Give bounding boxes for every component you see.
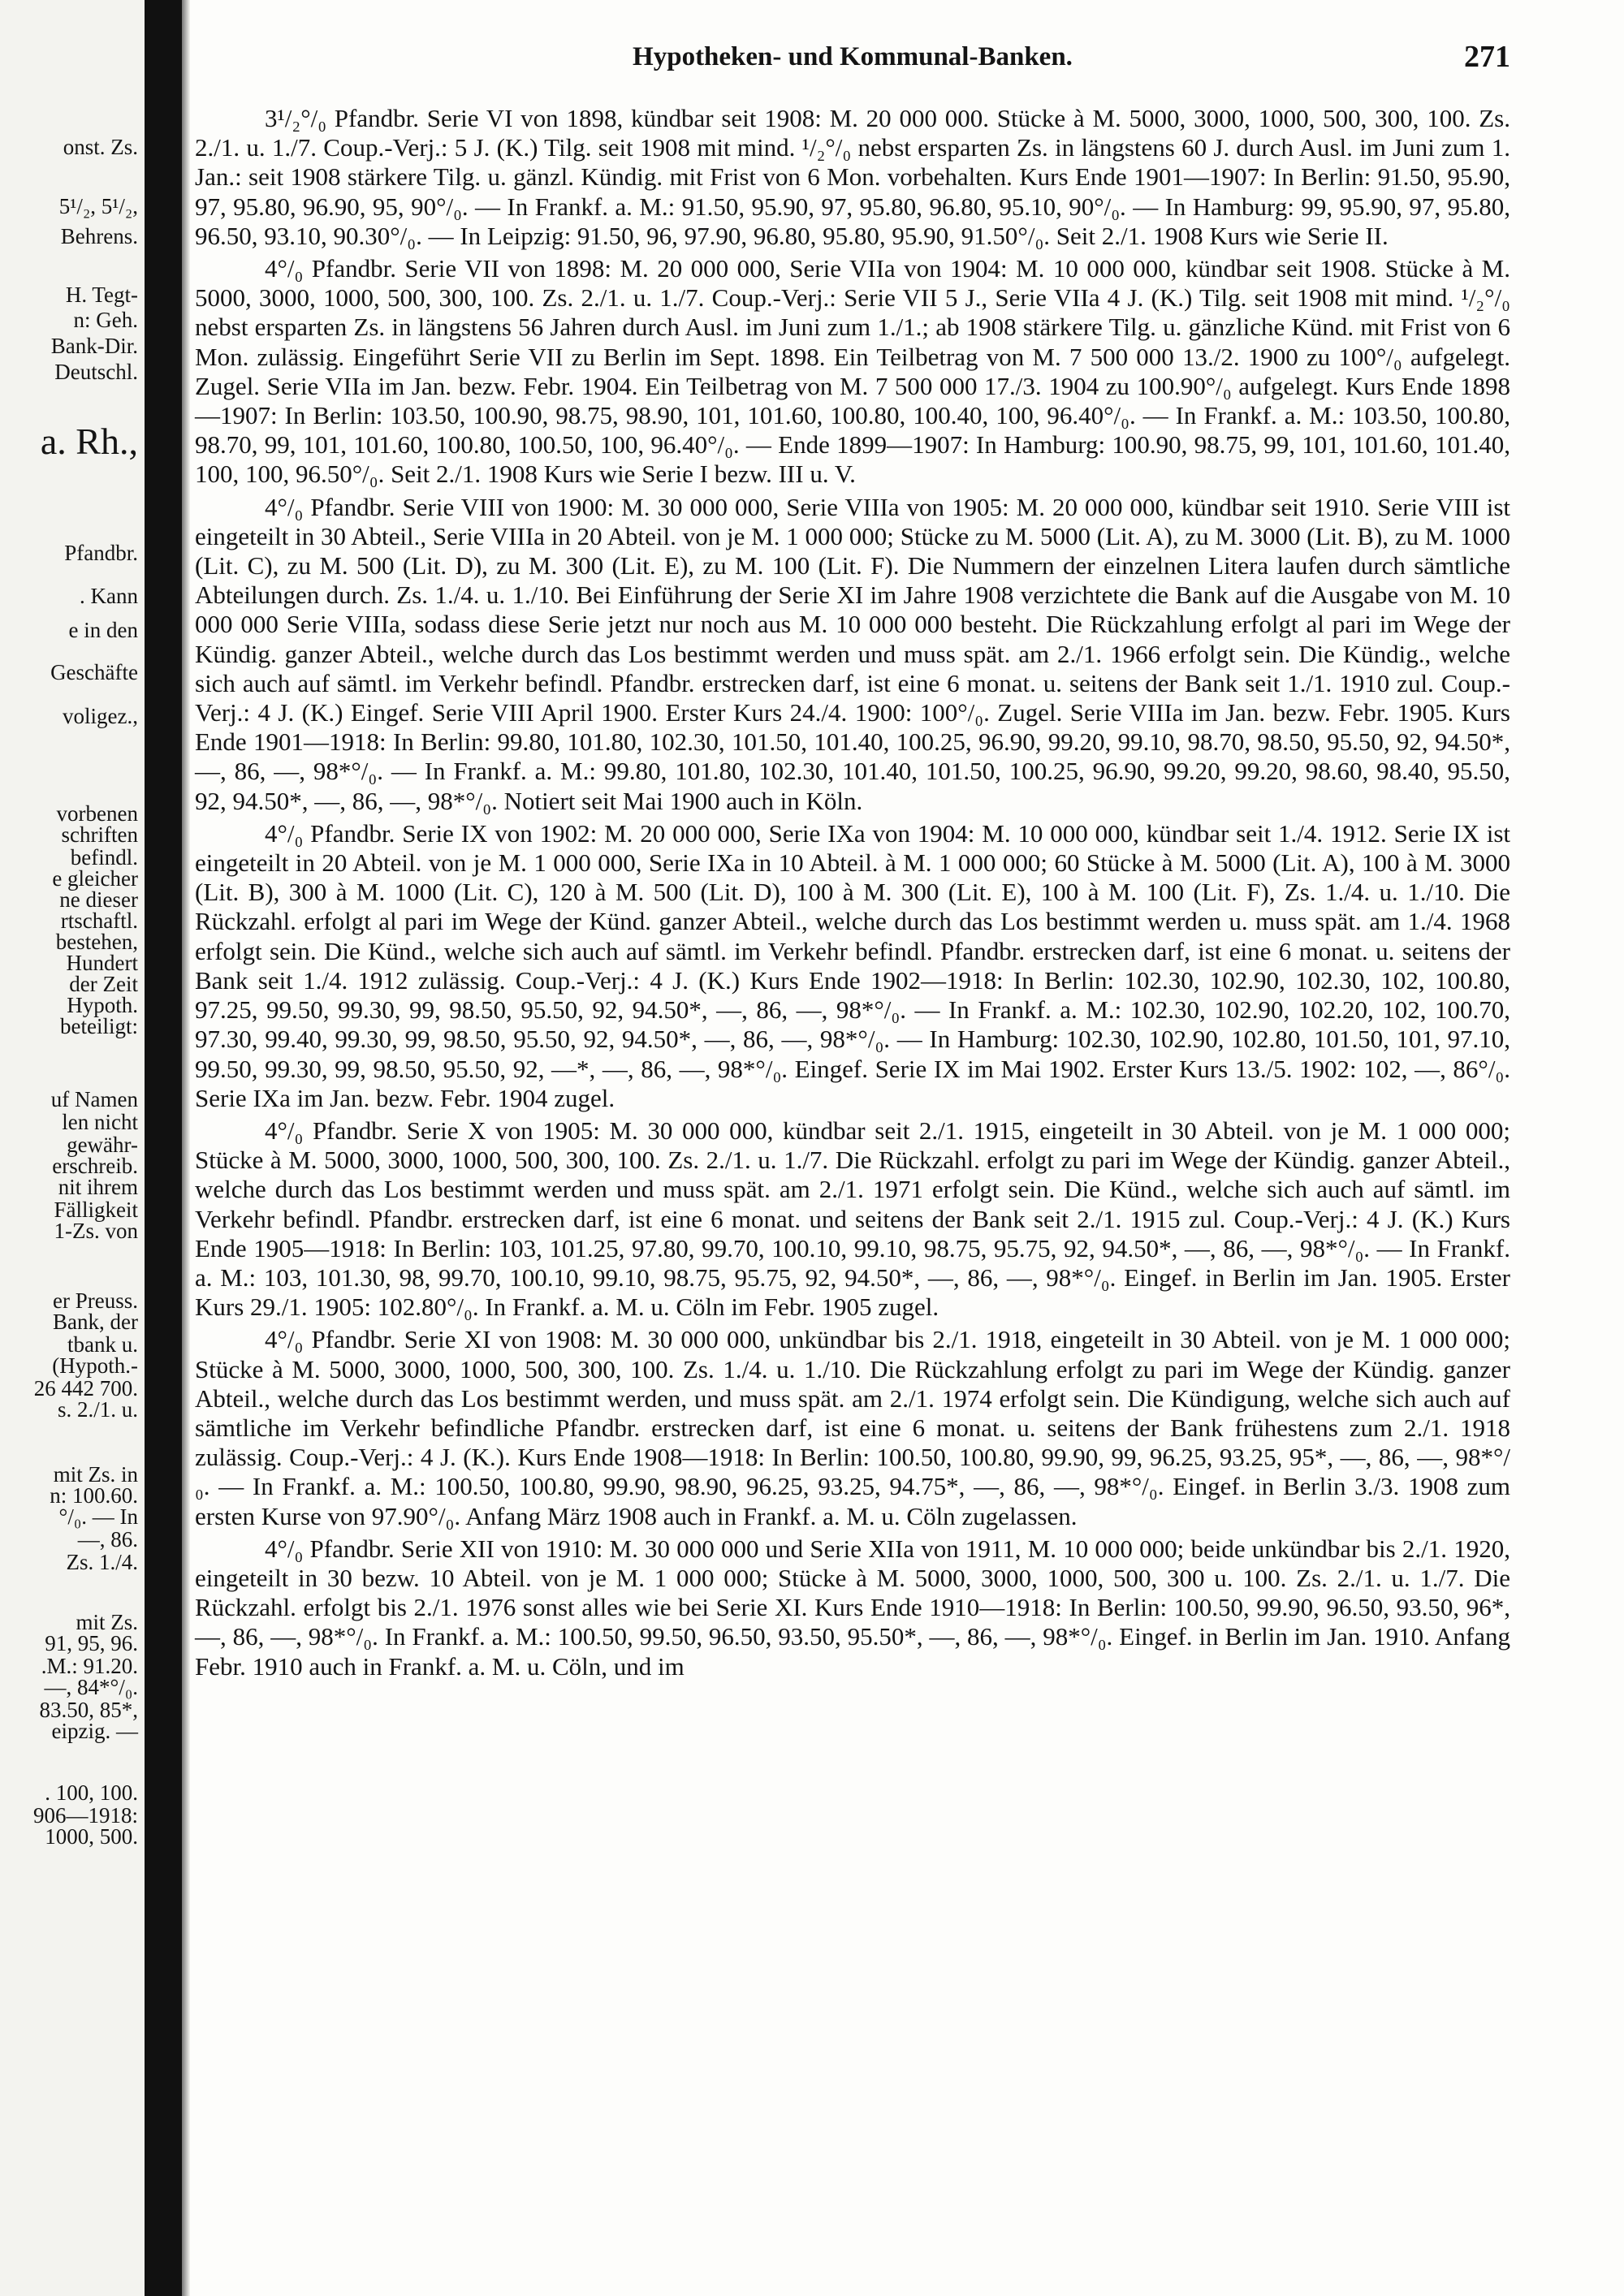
margin-fragment: Bank, der — [53, 1310, 138, 1334]
paragraph-serie-viii: 4°/₀ Pfandbr. Serie VIII von 1900: M. 30 000 000, Serie VIIIa von 1905: M. 20 000 000, kündbar seit 1910. Serie VIII ist eingeteilt in 30 Abteil., Serie VIIIa in 20 Abteil. von je M. 1 000 000; Stücke zu M. 5000 (Lit. A), zu M. 3000 (Lit. B), zu M. 1000 (Lit. C), zu M. 500 (Lit. D), zu M. 300 (Lit. E), zu M. 100 (Lit. F). Die Nummern der einzelnen Litera laufen durch sämtliche Abteilungen durch. Zs. 1./4. u. 1./10. Bei Einführung der Serie XI im Jahre 1908 verzichtete die Bank auf die Ausgabe von M. 10 000 000 Serie VIIIa, sodass diese Serie jetzt nur noch aus M. 10 000 000 besteht. Die Rückzahlung erfolgt al pari im Wege der Kündig. ganzer Abteil., welche durch das Los bestimmt werden und muss spät. am 2./1. 1966 erfolgt sein. Die Kündig., welche sich auch auf sämtl. im Verkehr befindl. Pfandbr. erstrecken darf, ist eine 6 monat. u. seitens der Bank seit 1./1. 1910 zul. Coup.-Verj.: 4 J. (K.) Eingef. Serie VIII April 1900. Erster Kurs 24./4. 1900: 100°/₀. Zugel. Serie VIIIa im Jan. bezw. Febr. 1905. Kurs Ende 1901—1918: In Berlin: 99.80, 101.80, 102.30, 101.50, 101.40, 100.25, 96.90, 99.20, 99.10, 98.70, 98.50, 95.50, 92, 94.50*, —, 86, —, 98*°/₀. — In Frankf. a. M.: 99.80, 101.80, 102.30, 101.40, 101.50, 100.25, 96.90, 99.20, 99.20, 98.60, 98.40, 95.50, 92, 94.50*, —, 86, —, 98*°/₀. Notiert seit Mai 1900 auch in Köln. — [195, 492, 1510, 815]
margin-fragment: 1-Zs. von — [54, 1219, 138, 1243]
margin-fragment: n: Geh. — [73, 308, 138, 332]
margin-fragment: n: 100.60. — [50, 1483, 138, 1508]
margin-fragment: er Preuss. — [53, 1288, 138, 1313]
margin-fragment: nit ihrem — [58, 1175, 138, 1199]
margin-fragment: Hundert — [66, 951, 138, 975]
previous-page-margin — [0, 0, 145, 2296]
margin-fragment: 26 442 700. — [33, 1376, 138, 1400]
paragraph-serie-xii: 4°/₀ Pfandbr. Serie XII von 1910: M. 30 000 000 und Serie XIIa von 1911, M. 10 000 000; beide unkündbar bis 2./1. 1920, eingeteilt in 30 bezw. 10 Abteil. von je M. 1 000 000; Stücke à M. 5000, 3000, 1000, 500, 300 u. 100. Zs. 2./1. u. 1./7. Die Rückzahl. erfolgt bis 2./1. 1976 sonst alles wie bei Serie XI. Kurs Ende 1910—1918: In Berlin: 100.50, 99.90, 96.50, 93.50, 96*, —, 86, —, 98*°/₀. In Frankf. a. M.: 100.50, 99.50, 96.50, 93.50, 95.50*, —, 86, —, 98*°/₀. Eingef. in Berlin im Jan. 1910. Anfang Febr. 1910 auch in Frankf. a. M. u. Cöln, und im — [195, 1534, 1510, 1681]
margin-fragment: 83.50, 85*, — [39, 1698, 138, 1722]
running-title: Hypotheken- und Kommunal-Banken. — [633, 42, 1073, 71]
margin-fragment: °/₀. — In — [58, 1504, 138, 1529]
paragraph-serie-x: 4°/₀ Pfandbr. Serie X von 1905: M. 30 000 000, kündbar seit 2./1. 1915, eingeteilt in 30 Abteil. von je M. 1 000 000; Stücke à M. 5000, 3000, 1000, 500, 300, 100. Zs. 2./1. u. 1./7. Die Rückzahl. erfolgt zu pari im Wege der Kündig. ganzer Abteil., welche durch das Los bestimmt werden und muss spät. am 2./1. 1971 erfolgt sein. Die Künd., welche sich auch auf sämtl. im Verkehr befindl. Pfandbr. erstrecken darf, ist eine 6 monat. und seitens der Bank seit 2./1. 1915 zul. Coup.-Verj.: 4 J. (K.) Kurs Ende 1905—1918: In Berlin: 103, 101.25, 97.80, 99.70, 100.10, 99.10, 98.75, 95.75, 92, 94.50*, —, 86, —, 98*°/₀. — In Frankf. a. M.: 103, 101.30, 98, 99.70, 100.10, 99.10, 98.75, 95.75, 92, 94.50*, —, 86, —, 98*°/₀. Eingef. in Berlin im Jan. 1905. Erster Kurs 29./1. 1905: 102.80°/₀. In Frankf. a. M. u. Cöln im Febr. 1905 zugel. — [195, 1116, 1510, 1322]
page-number: 271 — [1464, 40, 1510, 74]
margin-fragment: onst. Zs. — [63, 135, 138, 159]
margin-fragment: mit Zs. in — [53, 1462, 138, 1487]
margin-fragment: rtschaftl. — [60, 908, 138, 933]
margin-fragment: schriften — [61, 822, 138, 847]
page-header — [195, 36, 1510, 84]
margin-fragment: 91, 95, 96. — [45, 1631, 138, 1655]
margin-fragment: e gleicher — [52, 866, 138, 891]
book-gutter — [145, 0, 182, 2296]
main-text — [195, 104, 1510, 1685]
paragraph-serie-vii: 4°/₀ Pfandbr. Serie VII von 1898: M. 20 000 000, Serie VIIa von 1904: M. 10 000 000, kündbar seit 1908. Stücke à M. 5000, 3000, 1000, 500, 300, 100. Zs. 2./1. u. 1./7. Coup.-Verj.: Serie VII 5 J., Serie VIIa 4 J. (K.) Tilg. seit 1908 mit mind. ¹/₂°/₀ nebst ersparten Zs. in längstens 56 Jahren durch Ausl. im Juni zum 1./1.; ab 1908 stärkere Tilg. u. gänzliche Künd. mit Frist von 6 Mon. zulässig. Eingeführt Serie VII zu Berlin im Sept. 1898. Ein Teilbetrag von M. 7 500 000 13./2. 1900 zu 100°/₀ aufgelegt. Zugel. Serie VIIa im Jan. bezw. Febr. 1904. Ein Teilbetrag von M. 7 500 000 17./3. 1904 zu 100.90°/₀ aufgelegt. Kurs Ende 1898—1907: In Berlin: 103.50, 100.90, 98.75, 98.90, 101, 101.60, 100.80, 100.40, 100, 96.40°/₀. — In Frankf. a. M.: 103.50, 100.80, 98.70, 99, 101, 101.60, 100.80, 100.50, 100, 96.40°/₀. — Ende 1899—1907: In Hamburg: 100.90, 98.75, 99, 101, 101.60, 101.40, 100, 100, 96.50°/₀. Seit 2./1. 1908 Kurs wie Serie I bezw. III u. V. — [195, 254, 1510, 489]
margin-fragment: . 100, 100. — [45, 1780, 138, 1805]
margin-fragment: Geschäfte — [50, 660, 138, 684]
margin-fragment: tbank u. — [67, 1332, 138, 1357]
margin-fragment: Bank-Dir. — [50, 334, 138, 358]
paragraph-serie-xi: 4°/₀ Pfandbr. Serie XI von 1908: M. 30 000 000, unkündbar bis 2./1. 1918, eingeteilt in 30 Abteil. von je M. 1 000 000; Stücke à M. 5000, 3000, 1000, 500, 300, 100. Zs. 1./4. u. 1./10. Die Rückzahlung erfolgt zu pari im Wege der Kündig. ganzer Abteil., welche durch das Los bestimmt werden, und muss spät. am 2./1. 1974 erfolgt sein. Die Kündigung, welche sich auch auf sämtliche im Verkehr befindliche Pfandbr. erstrecken darf, ist eine 6 monat. u. seitens der Bank frühestens zum 2./1. 1918 zulässig. Coup.-Verj.: 4 J. (K.). Kurs Ende 1908—1918: In Berlin: 100.50, 100.80, 99.90, 99, 96.25, 93.25, 95*, —, 86, —, 98*°/₀. — In Frankf. a. M.: 100.50, 100.80, 99.90, 98.90, 96.25, 93.25, 94.75*, —, 86, —, 98*°/₀. Eingef. in Berlin 3./3. 1908 zum ersten Kurse von 97.90°/₀. Anfang März 1908 auch in Frankf. a. M. u. Cöln zugelassen. — [195, 1325, 1510, 1530]
margin-fragment: voligez., — [63, 704, 138, 728]
paragraph-serie-vi: 3¹/₂°/₀ Pfandbr. Serie VI von 1898, kündbar seit 1908: M. 20 000 000. Stücke à M. 5000, 3000, 1000, 500, 300, 100. Zs. 2./1. u. 1./7. Coup.-Verj.: 5 J. (K.) Tilg. seit 1908 mit mind. ¹/₂°/₀ nebst ersparten Zs. in längstens 60 J. durch Ausl. im Juni zum 1. Jan.: seit 1908 stärkere Tilg. u. gänzl. Kündig. mit Frist von 6 Mon. vorbehalten. Kurs Ende 1901—1907: In Berlin: 91.50, 95.90, 97, 95.80, 96.90, 95, 90°/₀. — In Frankf. a. M.: 91.50, 95.90, 97, 95.80, 96.80, 95.10, 90°/₀. — In Hamburg: 99, 95.90, 97, 95.80, 96.50, 93.10, 90.30°/₀. — In Leipzig: 91.50, 96, 97.90, 96.80, 95.80, 95.90, 91.50°/₀. Seit 2./1. 1908 Kurs wie Serie II. — [195, 104, 1510, 250]
margin-fragment: Hypoth. — [67, 993, 138, 1017]
margin-fragment: befindl. — [70, 845, 138, 870]
margin-fragment: (Hypoth.- — [52, 1353, 138, 1378]
margin-fragment: s. 2./1. u. — [57, 1397, 138, 1422]
margin-fragment: uf Namen — [50, 1087, 138, 1111]
margin-fragment: a. Rh., — [40, 421, 138, 462]
margin-fragment: —, 84*°/₀. — [44, 1675, 138, 1699]
margin-fragment: Zs. 1./4. — [66, 1550, 138, 1574]
margin-fragment: .M.: 91.20. — [41, 1654, 138, 1678]
margin-fragment: 1000, 500. — [45, 1824, 138, 1849]
margin-fragment: . Kann — [80, 584, 138, 608]
margin-fragment: beteiligt: — [60, 1014, 138, 1038]
margin-fragment: H. Tegt- — [65, 283, 138, 307]
paragraph-serie-ix: 4°/₀ Pfandbr. Serie IX von 1902: M. 20 000 000, Serie IXa von 1904: M. 10 000 000, kündbar seit 1./4. 1912. Serie IX ist eingeteilt in 20 Abteil. von je M. 1 000 000, Serie IXa in 10 Abteil. à M. 1 000 000; 60 Stücke à M. 5000 (Lit. A), 100 à M. 3000 (Lit. B), 300 à M. 1000 (Lit. C), 120 à M. 500 (Lit. D), 100 à M. 300 (Lit. E), 100 à M. 100 (Lit. F), Zs. 1./4. u. 1./10. Die Rückzahl. erfolgt al pari im Wege der Künd. ganzer Abteil., welche durch das Los bestimmt werden u. muss spät. am 1./4. 1968 erfolgt sein. Die Künd., welche sich auch auf sämtl. im Verkehr befindl. Pfandbr. erstrecken darf, ist eine 6 monat. u. seitens der Bank seit 1./4. 1912 zulässig. Coup.-Verj.: 4 J. (K.) Kurs Ende 1902—1918: In Berlin: 102.30, 102.90, 102.30, 102, 100.80, 97.25, 99.50, 99.30, 99, 98.50, 95.50, 92, 94.50*, —, 86, —, 98*°/₀. — In Frankf. a. M.: 102.30, 102.90, 102.20, 102, 100.70, 97.30, 99.40, 99.30, 99, 98.50, 95.50, 92, 94.50*, —, 86, —, 98*°/₀. — In Hamburg: 102.30, 102.90, 102.80, 101.50, 101, 97.10, 99.50, 99.30, 99, 98.50, 95.50, 92, —*, —, 86, —, 98*°/₀. Eingef. Serie IX im Mai 1902. Erster Kurs 13./5. 1902: 102, —, 86°/₀. Serie IXa im Jan. bezw. Febr. 1904 zugel. — [195, 818, 1510, 1112]
margin-fragment: e in den — [68, 618, 138, 642]
margin-fragment: vorbenen — [56, 801, 138, 826]
margin-fragment: mit Zs. — [76, 1610, 138, 1634]
margin-fragment: Pfandbr. — [64, 541, 138, 565]
margin-fragment: len nicht — [62, 1110, 138, 1134]
margin-fragment: Deutschl. — [54, 360, 138, 384]
margin-fragment: 5¹/₂, 5¹/₂, — [58, 194, 138, 218]
margin-fragment: —, 86. — [77, 1527, 138, 1552]
gutter-shadow — [182, 0, 190, 2296]
margin-fragment: erschreib. — [52, 1154, 138, 1178]
margin-fragment: eipzig. — — [51, 1719, 138, 1743]
margin-fragment: Behrens. — [60, 224, 138, 248]
margin-fragment: bestehen, — [55, 930, 138, 954]
margin-fragment: Fälligkeit — [54, 1198, 138, 1222]
margin-fragment: ne dieser — [59, 887, 138, 912]
margin-fragment: der Zeit — [69, 972, 138, 996]
margin-fragment: 906—1918: — [32, 1803, 138, 1828]
margin-fragment: gewähr- — [67, 1133, 138, 1157]
